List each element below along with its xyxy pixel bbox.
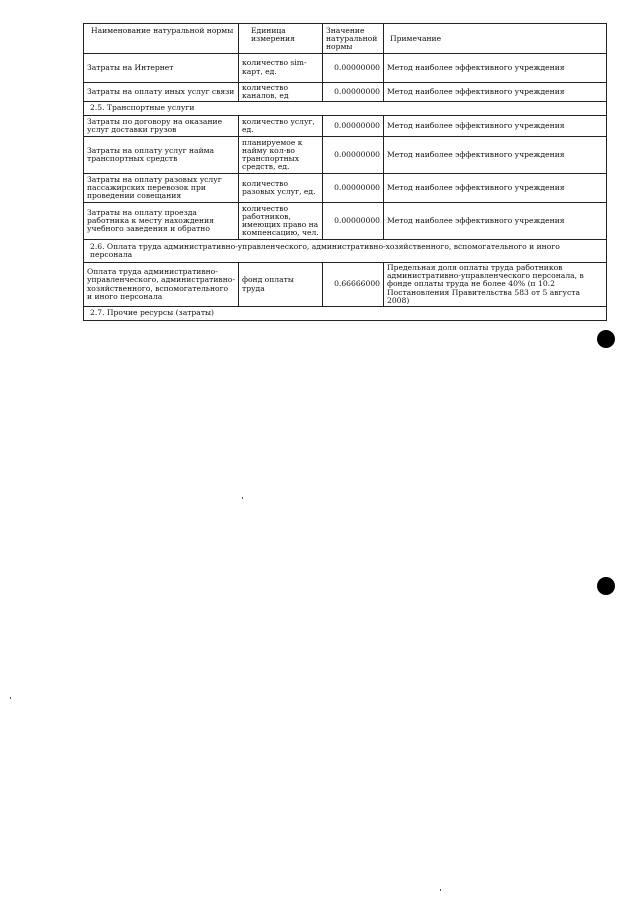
table-row (84, 137, 607, 174)
row-name: Затраты на оплату иных услуг связи (84, 82, 239, 101)
row-value: 0.66666000 (323, 263, 384, 307)
header-norm-name: Наименование натуральной нормы (84, 24, 239, 54)
row-note: Предельная доля оплаты труда работников административно-управленческого персонала, в фонде оплаты труда не более 40% (п 10.2 Постановления Правительства 583 от 5 августа 2008) (384, 263, 607, 307)
table-row (84, 82, 607, 101)
row-value: 0.00000000 (323, 203, 384, 240)
row-note: Метод наиболее эффективного учреждения (384, 53, 607, 82)
row-value: 0.00000000 (323, 116, 384, 137)
row-name: Затраты на Интернет (84, 53, 239, 82)
binder-hole-top (597, 330, 615, 348)
row-name: Затраты на оплату проезда работника к месту нахождения учебного заведения и обратно (84, 203, 239, 240)
header-norm-value: Значение натуральной нормы (323, 24, 384, 54)
header-unit: Единица измерения (239, 24, 323, 54)
section-row (84, 307, 607, 321)
table-row (84, 203, 607, 240)
row-value: 0.00000000 (323, 137, 384, 174)
section-row (84, 102, 607, 116)
row-note: Метод наиболее эффективного учреждения (384, 203, 607, 240)
table-row (84, 174, 607, 203)
section-title: 2.7. Прочие ресурсы (затраты) (84, 307, 607, 321)
section-title: 2.6. Оплата труда административно-управленческого, административно-хозяйственного, вспомогательного и иного персонала (84, 240, 607, 263)
scan-speck (10, 697, 11, 699)
scan-speck (242, 497, 243, 499)
natural-norms-table (83, 23, 607, 321)
binder-hole-bottom (597, 577, 615, 595)
section-title: 2.5. Транспортные услуги (84, 102, 607, 116)
row-unit: фонд оплаты труда (239, 263, 323, 307)
norms-table-sheet (83, 23, 607, 321)
table-header-row (84, 24, 607, 54)
row-note: Метод наиболее эффективного учреждения (384, 174, 607, 203)
header-note: Примечание (384, 24, 607, 54)
row-name: Оплата труда административно-управленческого, административно-хозяйственного, вспомогательного и иного персонала (84, 263, 239, 307)
table-row (84, 263, 607, 307)
row-name: Затраты на оплату услуг найма транспортных средств (84, 137, 239, 174)
row-note: Метод наиболее эффективного учреждения (384, 82, 607, 101)
row-unit: количество разовых услуг, ед. (239, 174, 323, 203)
table-row (84, 53, 607, 82)
row-unit: количество каналов, ед (239, 82, 323, 101)
scan-speck (440, 889, 441, 891)
row-name: Затраты по договору на оказание услуг доставки грузов (84, 116, 239, 137)
row-unit: планируемое к найму кол-во транспортных средств, ед. (239, 137, 323, 174)
row-value: 0.00000000 (323, 82, 384, 101)
row-name: Затраты на оплату разовых услуг пассажирских перевозок при проведении совещания (84, 174, 239, 203)
row-value: 0.00000000 (323, 174, 384, 203)
row-unit: количество работников, имеющих право на компенсацию, чел. (239, 203, 323, 240)
row-unit: количество sim-карт, ед. (239, 53, 323, 82)
table-row (84, 116, 607, 137)
row-note: Метод наиболее эффективного учреждения (384, 116, 607, 137)
section-row (84, 240, 607, 263)
row-unit: количество услуг, ед. (239, 116, 323, 137)
row-value: 0.00000000 (323, 53, 384, 82)
row-note: Метод наиболее эффективного учреждения (384, 137, 607, 174)
